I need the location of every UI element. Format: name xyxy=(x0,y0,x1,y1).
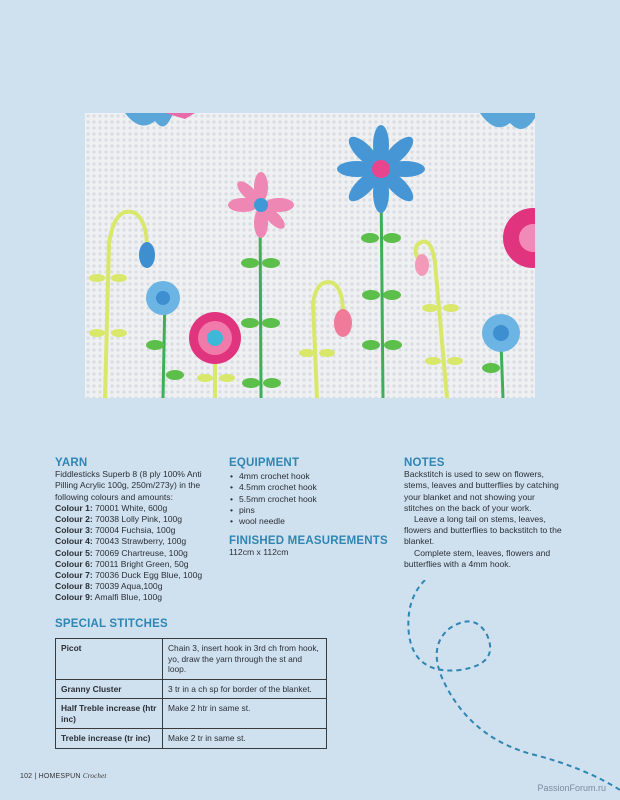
crochet-flower-blanket-photo xyxy=(85,113,535,398)
notes-paragraph: Complete stem, leaves, flowers and butterflies with a 4mm hook. xyxy=(404,547,551,569)
notes-paragraph: Leave a long tail on stems, leaves, flowers and butterflies to backstitch to the blanket. xyxy=(404,514,562,547)
notes-section xyxy=(404,458,564,570)
equipment-heading: EQUIPMENT xyxy=(229,457,300,469)
watermark: PassionForum.ru xyxy=(537,783,606,793)
stitch-description: Make 2 tr in same st. xyxy=(163,729,327,749)
colour-item: Colour 4: 70043 Strawberry, 100g xyxy=(55,536,187,547)
special-stitches-table xyxy=(55,638,327,749)
equipment-item: • 5.5mm crochet hook xyxy=(229,494,389,505)
special-stitches-heading: SPECIAL STITCHES xyxy=(55,618,168,630)
page-footer xyxy=(20,772,107,780)
notes-heading: NOTES xyxy=(404,457,445,469)
colour-item: Colour 8: 70039 Aqua,100g xyxy=(55,581,163,592)
table-row xyxy=(56,679,327,699)
magazine-section: Crochet xyxy=(82,772,107,780)
colour-item: Colour 6: 70011 Bright Green, 50g xyxy=(55,558,189,569)
colour-item: Colour 3: 70004 Fuchsia, 100g xyxy=(55,525,176,536)
yarn-intro: Fiddlesticks Superb 8 (8 ply 100% Anti Pilling Acrylic 100g, 250m/273y) in the following colours and amounts: xyxy=(55,469,202,502)
equipment-item: • wool needle xyxy=(229,516,389,527)
finished-value: 112cm x 112cm xyxy=(229,547,289,558)
dashed-swirl-decoration xyxy=(395,580,620,795)
table-row xyxy=(56,699,327,729)
yarn-section xyxy=(55,458,220,604)
equipment-section xyxy=(229,458,389,559)
colour-item: Colour 9: Amalfi Blue, 100g xyxy=(55,592,162,603)
blanket-photo xyxy=(85,113,535,398)
yarn-heading: YARN xyxy=(55,457,88,469)
stitch-description: 3 tr in a ch sp for border of the blanket. xyxy=(163,679,327,699)
stitch-description: Make 2 htr in same st. xyxy=(163,699,327,729)
footer-separator: | xyxy=(34,773,37,780)
stitch-description: Chain 3, insert hook in 3rd ch from hook, yo, draw the yarn through the st and loop. xyxy=(163,639,327,680)
table-row xyxy=(56,639,327,680)
notes-paragraph: Backstitch is used to sew on flowers, stems, leaves and butterflies by catching your blanket and not showing your stitches on the back of your work. xyxy=(404,469,559,513)
finished-heading: FINISHED MEASUREMENTS xyxy=(229,535,388,548)
equipment-list xyxy=(229,471,389,527)
colour-list xyxy=(55,503,220,604)
equipment-item: • pins xyxy=(229,505,389,516)
colour-item: Colour 7: 70036 Duck Egg Blue, 100g xyxy=(55,570,203,581)
colour-item: Colour 1: 70001 White, 600g xyxy=(55,502,168,513)
stitch-name: Granny Cluster xyxy=(56,679,163,699)
stitch-name: Treble increase (tr inc) xyxy=(56,729,163,749)
stitch-name: Half Treble increase (htr inc) xyxy=(56,699,163,729)
colour-item: Colour 2: 70038 Lolly Pink, 100g xyxy=(55,514,183,525)
page-number: 102 xyxy=(20,773,33,780)
stitch-name: Picot xyxy=(56,639,163,680)
equipment-item: • 4.5mm crochet hook xyxy=(229,482,389,493)
colour-item: Colour 5: 70069 Chartreuse, 100g xyxy=(55,547,188,558)
magazine-name: HOMESPUN xyxy=(38,773,81,780)
table-row xyxy=(56,729,327,749)
equipment-item: • 4mm crochet hook xyxy=(229,471,389,482)
